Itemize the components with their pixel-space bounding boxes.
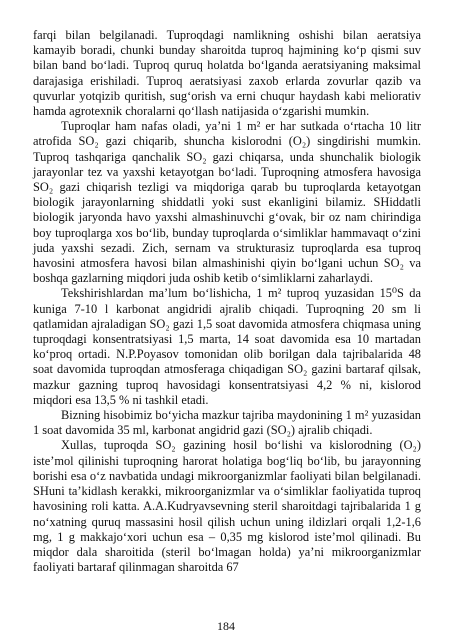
paragraph-our-calculation: Bizning hisobimiz bo‘yicha mazkur tajriba maydonining 1 m² yuzasidan 1 soat davomida 35 ml, karbonat angidrid gazi (SO₂) ajralib chiqadi. xyxy=(33,408,421,438)
document-body xyxy=(33,28,421,575)
page-number: 184 xyxy=(217,619,235,633)
paragraph-aeration: farqi bilan belgilanadi. Tuproqdagi namlikning oshishi bilan aeratsiya kamayib boradi, chunki bunday sharoitda tuproq hajmining ko‘p qismi suv bilan band bo‘ladi. Tuproq quruq holatda bo‘lganda aeratsiyaning maksimal darajasiga erishiladi. Tuproq aeratsiyasi zaxob erlarda zovurlar qazib va quvurlar yotqizib quritish, sug‘orish va erni chuqur haydash kabi meliorativ hamda agrotexnik choralarni qo‘llash natijasida o‘zgarishi mumkin. xyxy=(33,28,421,119)
paragraph-soil-breathing: Tuproqlar ham nafas oladi, ya’ni 1 m² er har sutkada o‘rtacha 10 litr atrofida SO₂ gazi chiqarib, shuncha kislorodni (O₂) singdirishi mumkin. Tuproq tashqariga qanchalik SO₂ gazi chiqarsa, unda shunchalik biologik jarayonlar tez va yaxshi ketayotgan bo‘ladi. Tuproqning atmosfera havosiga SO₂ gazi chiqarish tezligi va miqdoriga qarab bu tuproqlarda ketayotgan biologik jarayonlarning shiddatli yoki sust ekanligini bilamiz. SHiddatli biologik jaryonda havo yaxshi almashinuvchi g‘ovak, bir oz nam chirindiga boy tuproqlarga xos bo‘lib, bunday tuproqlarda o‘simliklar hammavaqt o‘zini juda yaxshi sezadi. Zich, sernam va strukturasiz tuproqlarda esa tuproq havosini atmosfera havosi bilan almashinishi qiyin bo‘lgani uchun SO₂ va boshqa gazlarning miqdori juda oshib ketib o‘simliklarni zaharlaydi. xyxy=(33,119,421,286)
paragraph-research-findings: Tekshirishlardan ma’lum bo‘lishicha, 1 m² tuproq yuzasidan 15⁰S da kuniga 7-10 l karbonat angidridi ajralib chiqadi. Tuproqning 20 sm li qatlamidan ajraladigan SO₂ gazi 1,5 soat davomida atmosfera chiqmasa uning tuproqdagi konsentratsiyasi 1,5 marta, 14 soat davomida esa 10 martadan ko‘proq ortadi. N.P.Poyasov tomonidan olib borilgan dala tajribalarida 48 soat davomida tuproqdan atmosferaga chiqadigan SO₂ gazini bartaraf qilsak, mazkur gazning tuproq havosidagi konsentratsiyasi 4,2 % ni, kislorod miqdori esa 13,5 % ni tashkil etadi. xyxy=(33,286,421,407)
paragraph-conclusion: Xullas, tuproqda SO₂ gazining hosil bo‘lishi va kislorodning (O₂) iste’mol qilinishi tuproqning harorat holatiga bog‘liq bo‘lib, bu jarayonning borishi esa o‘z navbatida undagi mikroorganizmlar faoliyati bilan belgilanadi. SHuni ta’kidlash kerakki, mikroorganizmlar va o‘simliklar faoliyatida tuproq havosining roli katta. A.A.Kudryavsevning steril sharoitdagi tajribalarida 1 g no‘xatning quruq massasini hosil qilish uchun uning ildizlari orqali 1,2-1,6 mg, 1 g makkajo‘xori uchun esa – 0,35 mg kislorod iste’mol qilinadi. Bu miqdor dala sharoitida (steril bo‘lmagan holda) ya’ni mikroorganizmlar faoliyati bartaraf qilinmagan sharoitda 67 xyxy=(33,438,421,575)
